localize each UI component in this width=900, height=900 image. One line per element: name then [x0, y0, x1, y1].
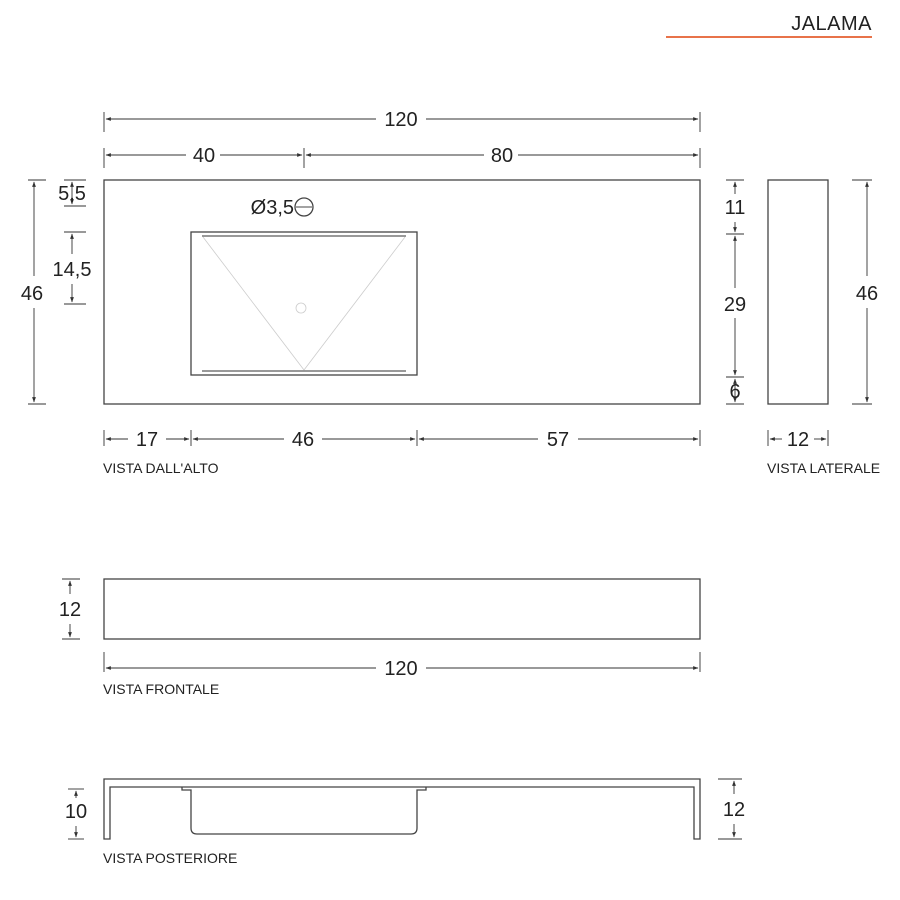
dim-bottom-left: 17 — [135, 429, 159, 451]
dim-bottom-right: 57 — [546, 429, 570, 451]
dim-back-right-height: 12 — [722, 799, 746, 821]
top-view-counter-outline — [104, 180, 700, 404]
front-view-outline — [104, 579, 700, 639]
dim-back-left-height: 10 — [64, 801, 88, 823]
top-view-caption: VISTA DALL'ALTO — [103, 460, 219, 476]
top-view-basin-outline — [191, 232, 417, 375]
dim-bottom-middle: 46 — [291, 429, 315, 451]
dim-height: 46 — [20, 283, 44, 305]
back-view — [65, 779, 745, 866]
front-view — [59, 579, 700, 697]
dim-right-bottom: 6 — [729, 381, 741, 403]
back-view-caption: VISTA POSTERIORE — [103, 850, 238, 866]
dim-right-top: 11 — [724, 197, 746, 219]
basin-slope-left — [203, 237, 304, 370]
brand-title: JALAMA — [791, 13, 872, 35]
dim-tap-hole: Ø3,5 — [250, 197, 294, 219]
top-view — [21, 109, 746, 476]
side-view-outline — [768, 180, 828, 404]
side-view-caption: VISTA LATERALE — [767, 460, 881, 476]
dim-right-middle: 29 — [723, 294, 747, 316]
dim-top-offset: 5,5 — [58, 183, 86, 205]
side-view — [767, 180, 880, 476]
dim-right-segment: 80 — [490, 145, 514, 167]
drain-icon — [296, 303, 306, 313]
dim-front-width: 120 — [384, 658, 418, 680]
front-view-caption: VISTA FRONTALE — [103, 681, 220, 697]
back-view-outline — [104, 779, 700, 839]
basin-slope-right — [304, 237, 405, 370]
dim-basin-depth: 14,5 — [52, 259, 92, 281]
dim-front-height: 12 — [58, 599, 82, 621]
dim-side-height: 46 — [855, 283, 879, 305]
back-view-basin-outline — [182, 787, 426, 834]
dim-total-width: 120 — [384, 109, 418, 131]
dim-side-width: 12 — [786, 429, 810, 451]
dim-left-segment: 40 — [192, 145, 216, 167]
